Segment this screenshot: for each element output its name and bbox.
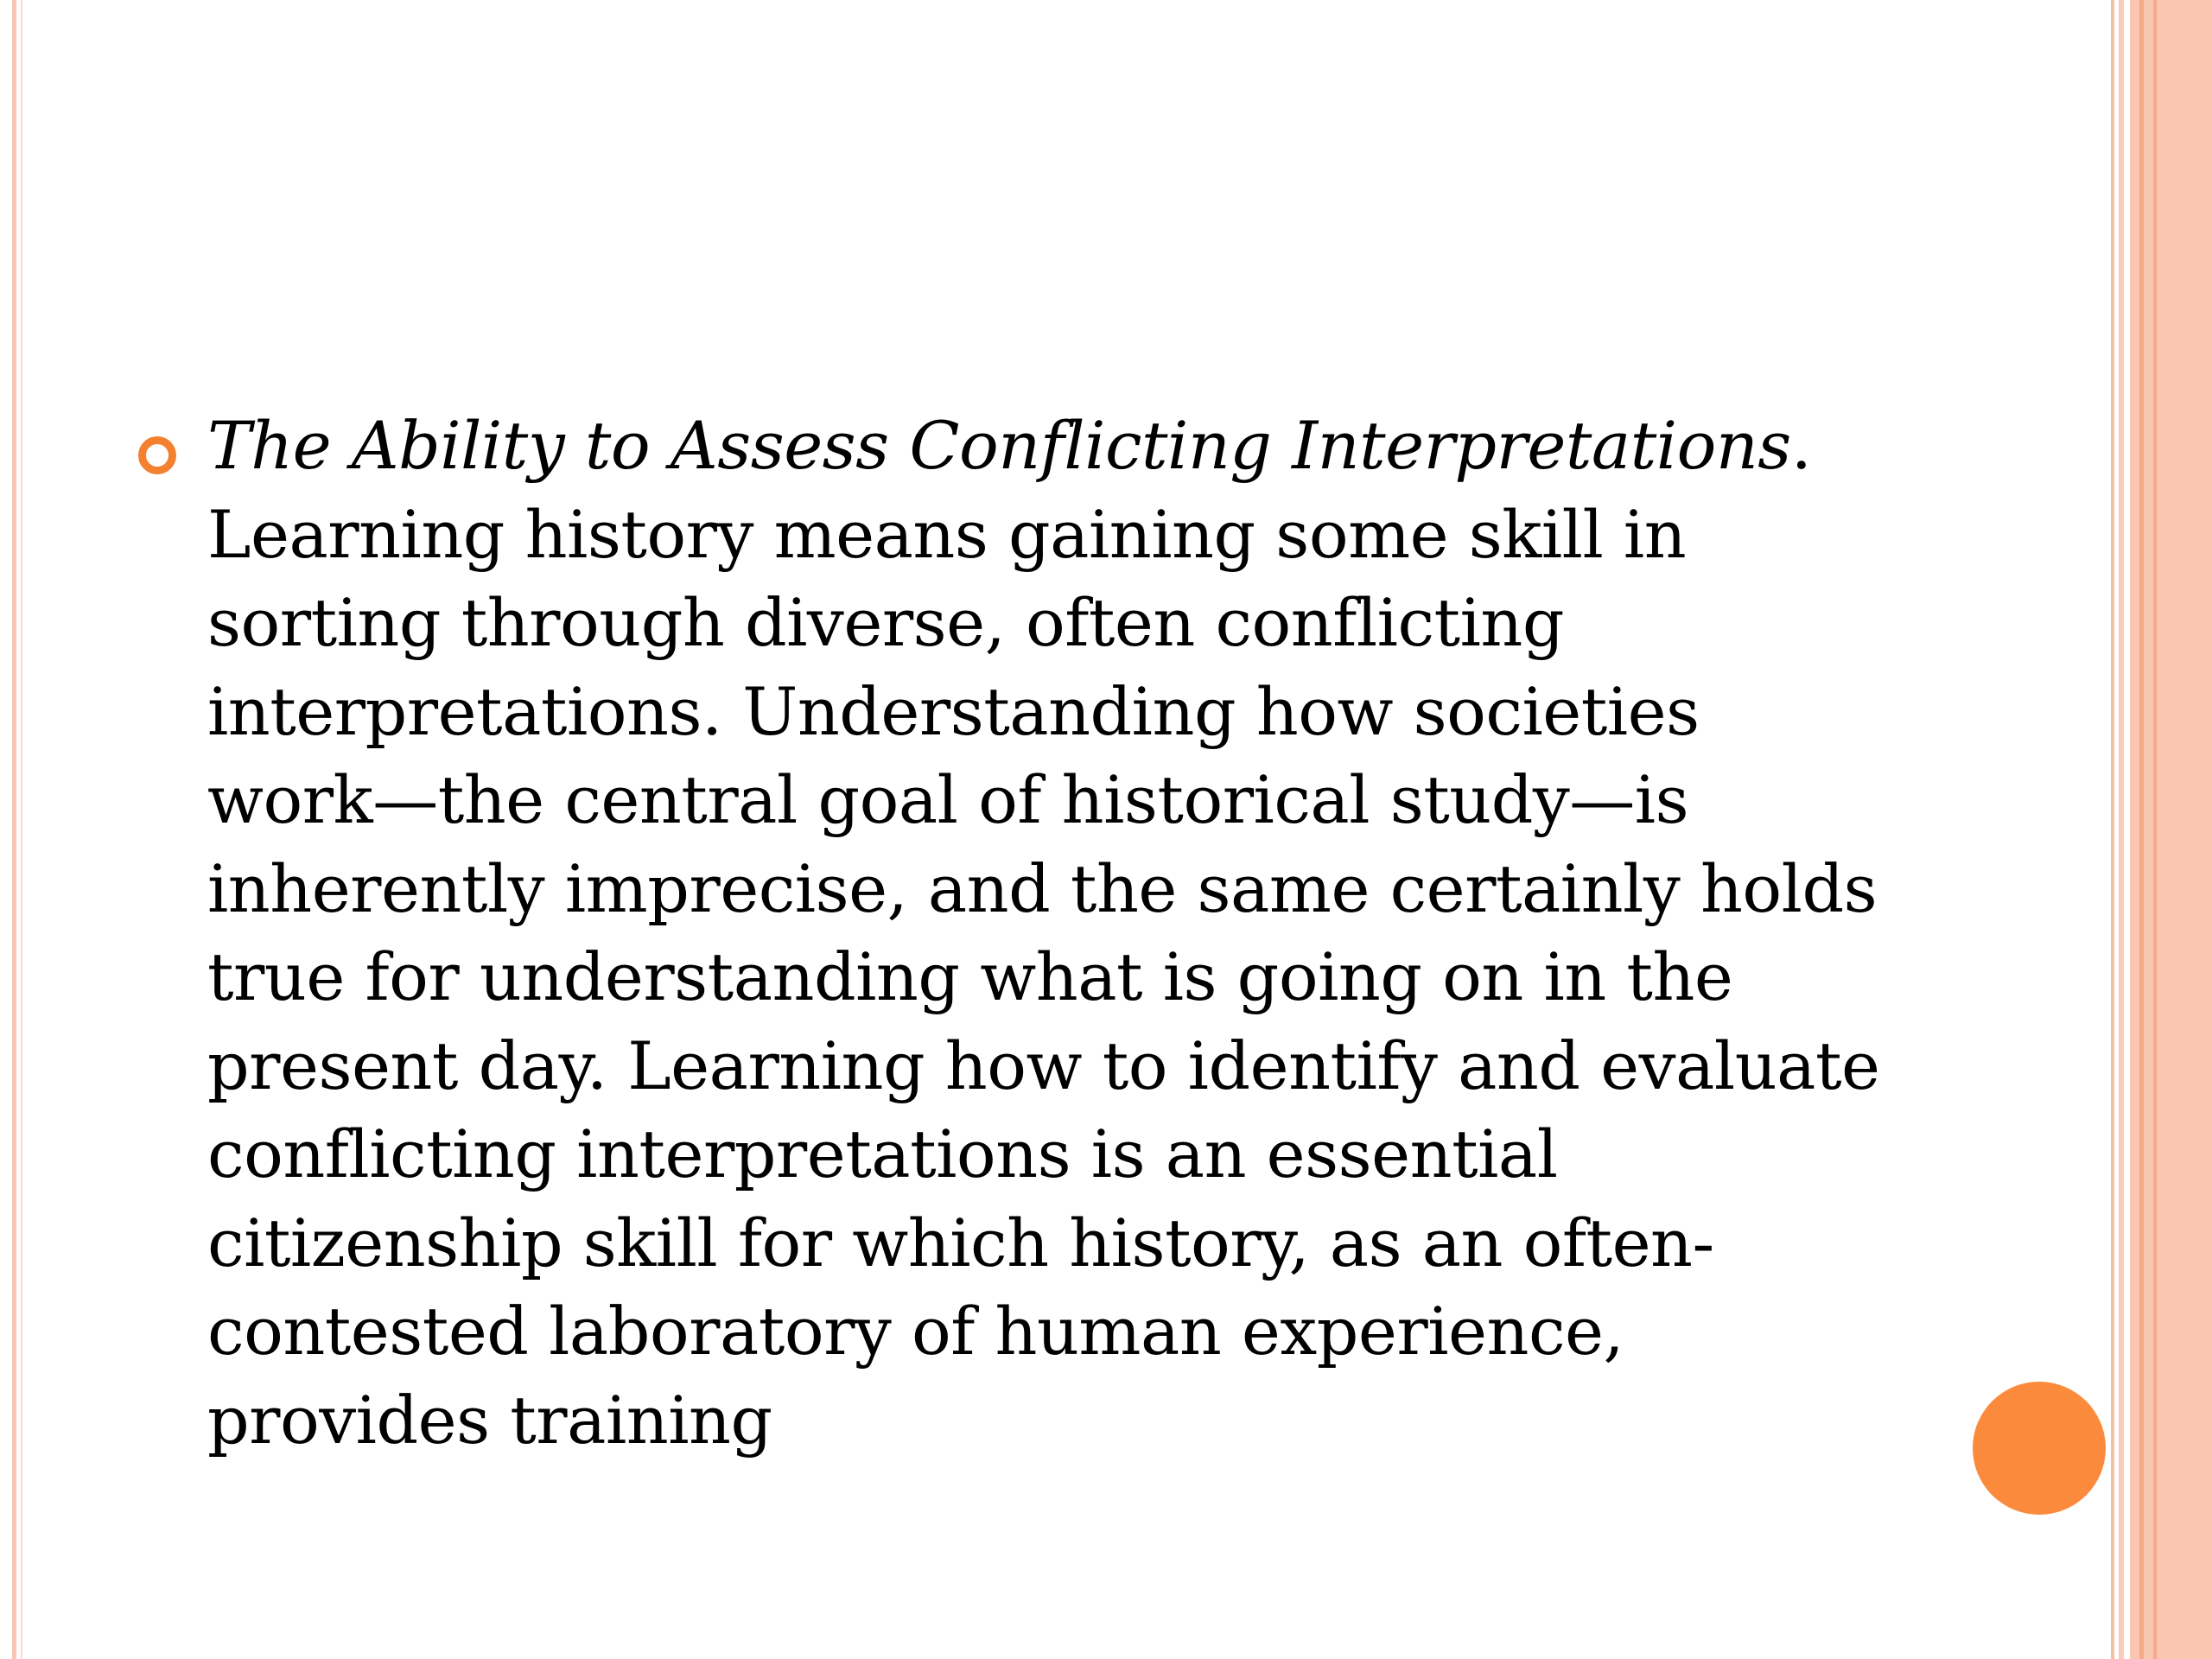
slide-body <box>138 402 1884 1465</box>
bullet-item <box>138 402 1884 1465</box>
right-decorative-line <box>2111 0 2114 1659</box>
left-decorative-stripe-inner <box>21 0 22 1659</box>
right-band-stripe-second <box>2153 0 2157 1659</box>
right-decorative-line-inner <box>2119 0 2124 1659</box>
hollow-circle-bullet-icon <box>138 436 176 474</box>
bullet-term: The Ability to Assess Conflicting Interpretations <box>207 407 1791 484</box>
bullet-body: Learning history means gaining some skill in sorting through diverse, often conflicting interpretations. Understanding how societies work—the central goal of historical study—is inherently imprecise, and the same certainly holds true for understanding what is going on in the present day. Learning how to identify and evaluate conflicting interpretations is an essential citizenship skill for which history, as an often-contested laboratory of human experience, provides training <box>207 495 1880 1459</box>
orange-circle-icon <box>1973 1382 2106 1515</box>
right-band-stripe <box>2139 0 2144 1659</box>
bullet-paragraph <box>207 402 1884 1465</box>
bullet-term-suffix: . <box>1790 407 1812 484</box>
left-decorative-stripe <box>12 0 16 1659</box>
